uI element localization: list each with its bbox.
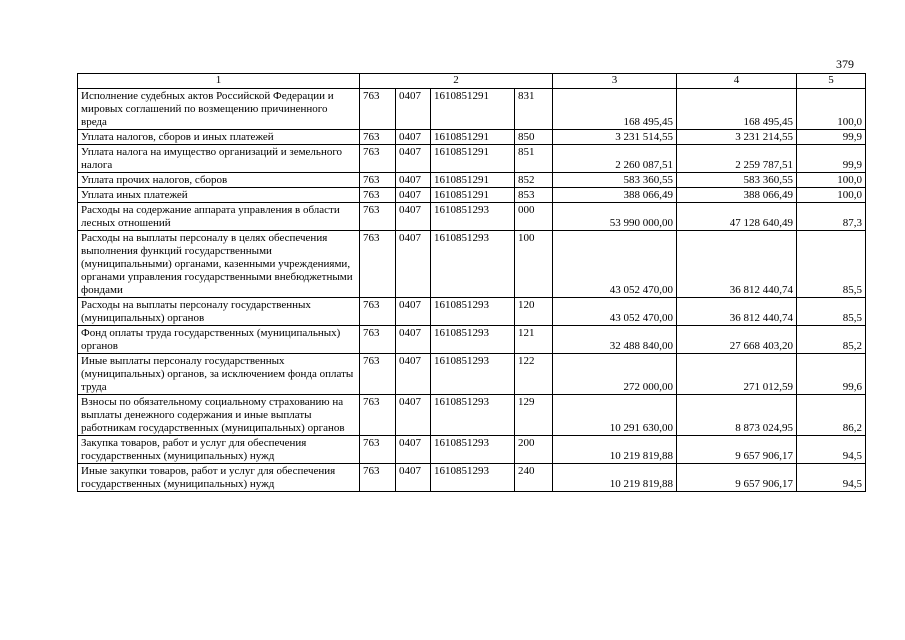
budget-table-body (78, 74, 866, 492)
header-cell-3: 3 (553, 74, 677, 89)
amount-fact: 271 012,59 (677, 354, 797, 395)
code-glav: 763 (360, 354, 396, 395)
code-vr: 121 (515, 326, 553, 354)
amount-plan: 10 219 819,88 (553, 436, 677, 464)
amount-fact: 2 259 787,51 (677, 145, 797, 173)
code-csr: 1610851293 (431, 326, 515, 354)
header-cell-1: 1 (78, 74, 360, 89)
code-vr: 100 (515, 231, 553, 298)
code-vr: 129 (515, 395, 553, 436)
code-vr: 851 (515, 145, 553, 173)
code-rz: 0407 (396, 173, 431, 188)
header-cell-4: 4 (677, 74, 797, 89)
item-name: Уплата иных платежей (78, 188, 360, 203)
percent-executed: 100,0 (797, 188, 866, 203)
amount-plan: 10 291 630,00 (553, 395, 677, 436)
percent-executed: 99,9 (797, 130, 866, 145)
table-row (78, 395, 866, 436)
item-name: Фонд оплаты труда государственных (муниципальных) органов (78, 326, 360, 354)
percent-executed: 85,2 (797, 326, 866, 354)
code-glav: 763 (360, 145, 396, 173)
table-row (78, 89, 866, 130)
code-rz: 0407 (396, 231, 431, 298)
page-number: 379 (836, 57, 854, 71)
table-row (78, 203, 866, 231)
percent-executed: 86,2 (797, 395, 866, 436)
table-row (78, 436, 866, 464)
code-csr: 1610851293 (431, 298, 515, 326)
table-row (78, 145, 866, 173)
percent-executed: 99,9 (797, 145, 866, 173)
percent-executed: 85,5 (797, 298, 866, 326)
amount-plan: 168 495,45 (553, 89, 677, 130)
amount-fact: 27 668 403,20 (677, 326, 797, 354)
code-vr: 240 (515, 464, 553, 492)
code-rz: 0407 (396, 145, 431, 173)
table-header-row (78, 74, 866, 89)
table-row (78, 326, 866, 354)
code-csr: 1610851293 (431, 395, 515, 436)
code-glav: 763 (360, 203, 396, 231)
amount-fact: 36 812 440,74 (677, 231, 797, 298)
amount-fact: 47 128 640,49 (677, 203, 797, 231)
code-csr: 1610851293 (431, 354, 515, 395)
amount-plan: 10 219 819,88 (553, 464, 677, 492)
code-glav: 763 (360, 188, 396, 203)
amount-fact: 9 657 906,17 (677, 436, 797, 464)
code-glav: 763 (360, 326, 396, 354)
table-row (78, 130, 866, 145)
code-rz: 0407 (396, 188, 431, 203)
amount-plan: 2 260 087,51 (553, 145, 677, 173)
amount-plan: 53 990 000,00 (553, 203, 677, 231)
code-vr: 122 (515, 354, 553, 395)
budget-table (77, 73, 866, 492)
item-name: Расходы на содержание аппарата управления в области лесных отношений (78, 203, 360, 231)
code-csr: 1610851293 (431, 203, 515, 231)
percent-executed: 94,5 (797, 436, 866, 464)
amount-plan: 43 052 470,00 (553, 231, 677, 298)
code-csr: 1610851293 (431, 464, 515, 492)
item-name: Иные выплаты персоналу государственных (муниципальных) органов, за исключением фонда оплаты труда (78, 354, 360, 395)
header-cell-2: 2 (360, 74, 553, 89)
item-name: Взносы по обязательному социальному страхованию на выплаты денежного содержания и иные выплаты работникам государственных (муниципальных) органов (78, 395, 360, 436)
code-rz: 0407 (396, 436, 431, 464)
item-name: Закупка товаров, работ и услуг для обеспечения государственных (муниципальных) нужд (78, 436, 360, 464)
code-rz: 0407 (396, 354, 431, 395)
code-glav: 763 (360, 464, 396, 492)
percent-executed: 100,0 (797, 89, 866, 130)
amount-plan: 43 052 470,00 (553, 298, 677, 326)
amount-fact: 388 066,49 (677, 188, 797, 203)
code-vr: 200 (515, 436, 553, 464)
item-name: Расходы на выплаты персоналу государственных (муниципальных) органов (78, 298, 360, 326)
code-vr: 850 (515, 130, 553, 145)
code-rz: 0407 (396, 326, 431, 354)
code-csr: 1610851291 (431, 188, 515, 203)
code-glav: 763 (360, 173, 396, 188)
code-rz: 0407 (396, 203, 431, 231)
amount-fact: 36 812 440,74 (677, 298, 797, 326)
code-glav: 763 (360, 89, 396, 130)
item-name: Исполнение судебных актов Российской Федерации и мировых соглашений по возмещению причиненного вреда (78, 89, 360, 130)
code-rz: 0407 (396, 130, 431, 145)
code-glav: 763 (360, 436, 396, 464)
code-vr: 120 (515, 298, 553, 326)
code-vr: 853 (515, 188, 553, 203)
code-csr: 1610851291 (431, 89, 515, 130)
percent-executed: 85,5 (797, 231, 866, 298)
amount-plan: 32 488 840,00 (553, 326, 677, 354)
amount-plan: 388 066,49 (553, 188, 677, 203)
code-csr: 1610851293 (431, 436, 515, 464)
amount-plan: 583 360,55 (553, 173, 677, 188)
table-row (78, 354, 866, 395)
code-csr: 1610851291 (431, 173, 515, 188)
code-csr: 1610851291 (431, 130, 515, 145)
table-row (78, 231, 866, 298)
item-name: Уплата налога на имущество организаций и земельного налога (78, 145, 360, 173)
amount-fact: 8 873 024,95 (677, 395, 797, 436)
item-name: Уплата прочих налогов, сборов (78, 173, 360, 188)
header-cell-5: 5 (797, 74, 866, 89)
code-glav: 763 (360, 231, 396, 298)
item-name: Уплата налогов, сборов и иных платежей (78, 130, 360, 145)
item-name: Расходы на выплаты персоналу в целях обеспечения выполнения функций государственными (муниципальными) органами, казенными учреждениями, органами управления государственными внебюджетными фондами (78, 231, 360, 298)
code-csr: 1610851291 (431, 145, 515, 173)
amount-plan: 272 000,00 (553, 354, 677, 395)
code-glav: 763 (360, 395, 396, 436)
amount-fact: 3 231 214,55 (677, 130, 797, 145)
table-row (78, 188, 866, 203)
code-glav: 763 (360, 298, 396, 326)
percent-executed: 100,0 (797, 173, 866, 188)
amount-plan: 3 231 514,55 (553, 130, 677, 145)
amount-fact: 168 495,45 (677, 89, 797, 130)
code-vr: 831 (515, 89, 553, 130)
code-csr: 1610851293 (431, 231, 515, 298)
code-glav: 763 (360, 130, 396, 145)
code-rz: 0407 (396, 298, 431, 326)
amount-fact: 9 657 906,17 (677, 464, 797, 492)
code-vr: 000 (515, 203, 553, 231)
code-vr: 852 (515, 173, 553, 188)
table-row (78, 173, 866, 188)
percent-executed: 99,6 (797, 354, 866, 395)
code-rz: 0407 (396, 89, 431, 130)
amount-fact: 583 360,55 (677, 173, 797, 188)
code-rz: 0407 (396, 395, 431, 436)
table-row (78, 464, 866, 492)
table-row (78, 298, 866, 326)
percent-executed: 94,5 (797, 464, 866, 492)
item-name: Иные закупки товаров, работ и услуг для обеспечения государственных (муниципальных) нужд (78, 464, 360, 492)
code-rz: 0407 (396, 464, 431, 492)
percent-executed: 87,3 (797, 203, 866, 231)
